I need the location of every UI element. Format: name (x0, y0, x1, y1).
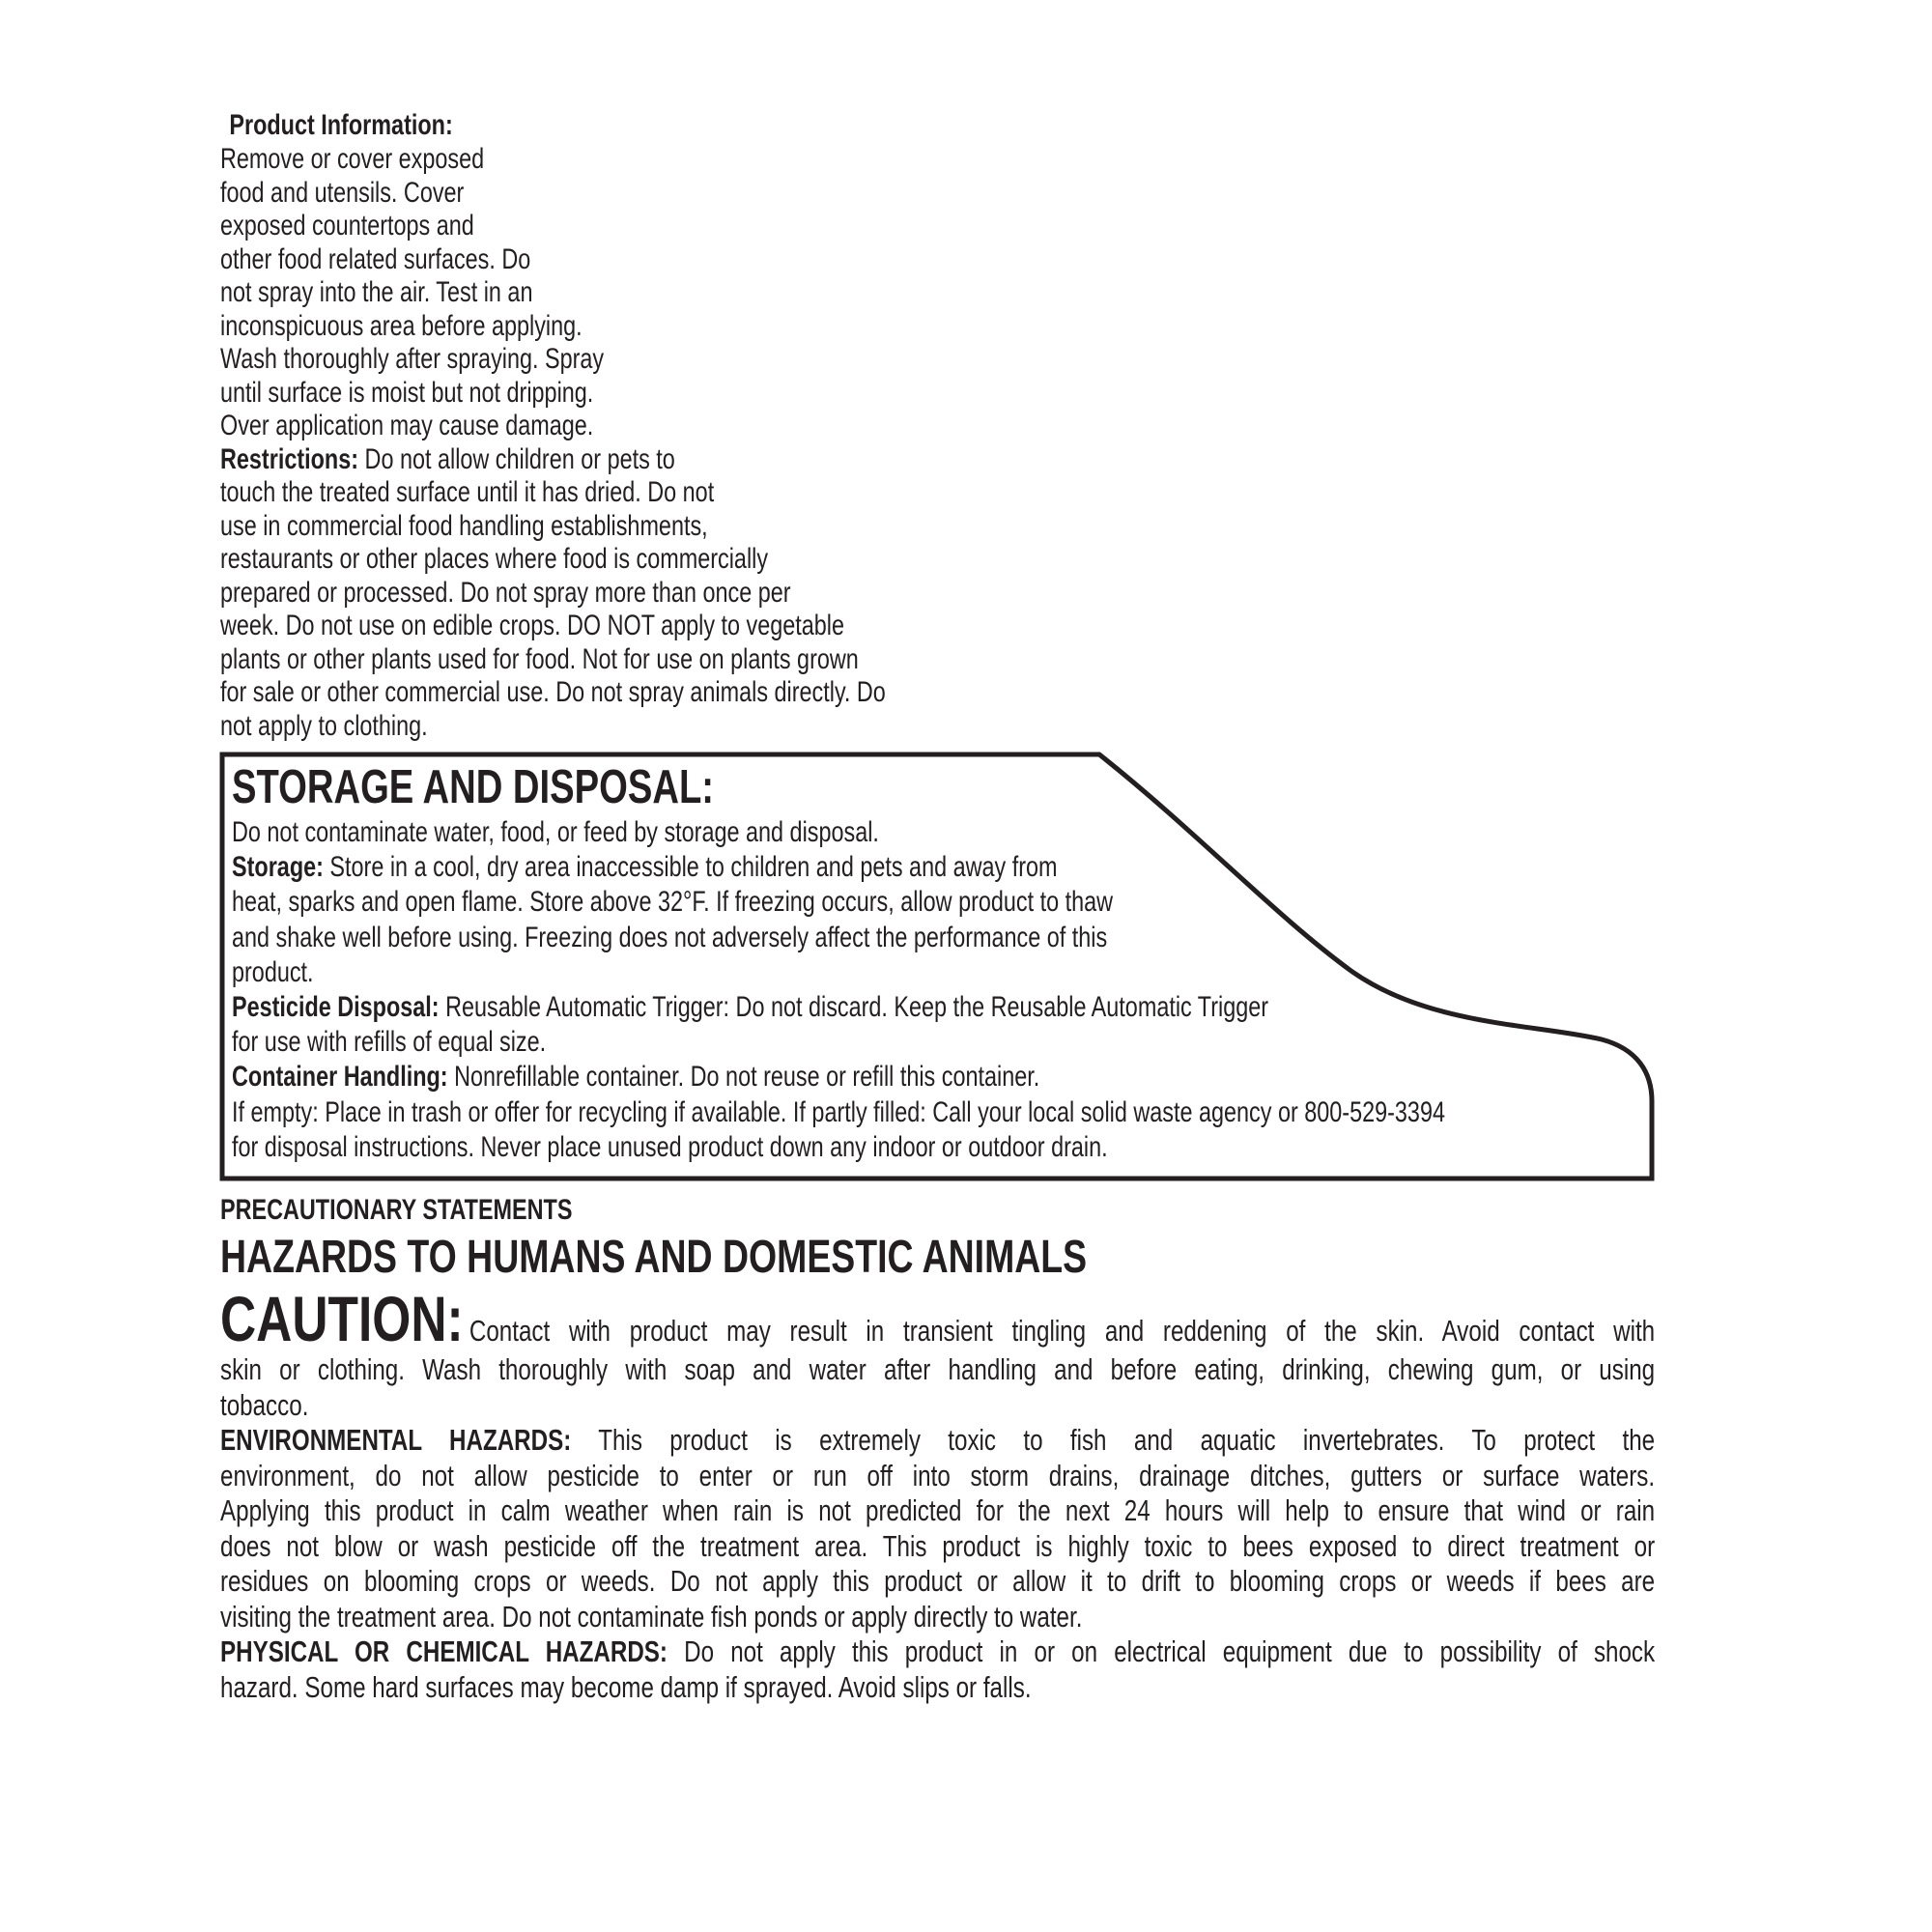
storage-line (232, 850, 1445, 885)
text-line: tobacco. (220, 1387, 309, 1422)
environmental-hazards-text: This product is extremely toxic to fish and aquatic invertebrates. To protect the (598, 1423, 1656, 1457)
text-line: week. Do not use on edible crops. DO NOT apply to vegetable (220, 610, 845, 641)
text-line: heat, sparks and open flame. Store above 32°F. If freezing occurs, allow product to thaw (232, 886, 1114, 919)
pesticide-disposal-line (232, 990, 1445, 1025)
text-line: restaurants or other places where food is commercially (220, 543, 769, 575)
text-line: touch the treated surface until it has dried. Do not (220, 476, 715, 508)
text-line: other food related surfaces. Do (220, 242, 531, 275)
text-line: Do not contaminate water, food, or feed by storage and disposal. (232, 816, 879, 848)
precautionary-subheading: PRECAUTIONARY STATEMENTS (220, 1194, 573, 1226)
text-line: inconspicuous area before applying. (220, 309, 582, 342)
container-handling-line (232, 1060, 1445, 1094)
text-line: Wash thoroughly after spraying. Spray (220, 343, 605, 375)
text-line: not spray into the air. Test in an (220, 276, 533, 308)
physical-chemical-hazards-text: Do not apply this product in or on electrical equipment due to possibility of shock (684, 1634, 1656, 1668)
text-line: Over application may cause damage. (220, 410, 594, 441)
restrictions-text: Do not allow children or pets to (364, 442, 675, 475)
text-line: residues on blooming crops or weeds. Do not apply this product or allow it to drift to blooming crops or weeds if bees are (220, 1564, 1656, 1598)
text-line: and shake well before using. Freezing does not adversely affect the performance of this (232, 921, 1108, 953)
product-information-heading: Product Information: (229, 109, 453, 141)
text-line: for disposal instructions. Never place unused product down any indoor or outdoor drain. (232, 1130, 1108, 1163)
pesticide-disposal-label: Pesticide Disposal: (232, 991, 440, 1024)
text-line: Remove or cover exposed (220, 143, 485, 175)
storage-disposal-title: STORAGE AND DISPOSAL: (232, 761, 715, 813)
text-line: exposed countertops and (220, 210, 474, 242)
restrictions-label: Restrictions: (220, 442, 359, 475)
storage-label: Storage: (232, 851, 324, 884)
caution-line (220, 1283, 1656, 1354)
text-line: Applying this product in calm weather when rain is not predicted for the next 24 hours will help to ensure that wind or rain (220, 1493, 1656, 1527)
text-line: environment, do not allow pesticide to enter or run off into storm drains, drainage ditches, gutters or surface waters. (220, 1458, 1656, 1492)
storage-disposal-section (232, 759, 1787, 1165)
text-line: skin or clothing. Wash thoroughly with soap and water after handling and before eating, drinking, chewing gum, or using (220, 1352, 1656, 1386)
caution-label: CAUTION: (220, 1283, 464, 1354)
text-line: plants or other plants used for food. Not for use on plants grown (220, 642, 859, 675)
text-line: for use with refills of equal size. (232, 1026, 547, 1059)
container-handling-label: Container Handling: (232, 1061, 448, 1094)
hazards-heading: HAZARDS TO HUMANS AND DOMESTIC ANIMALS (220, 1232, 1088, 1283)
text-line: for sale or other commercial use. Do not spray animals directly. Do (220, 676, 886, 708)
text-line: use in commercial food handling establishments, (220, 509, 708, 542)
text-line: not apply to clothing. (220, 709, 428, 742)
environmental-hazards-label: ENVIRONMENTAL HAZARDS: (220, 1423, 572, 1457)
text-line: hazard. Some hard surfaces may become damp if sprayed. Avoid slips or falls. (220, 1669, 1032, 1704)
container-handling-text: Nonrefillable container. Do not reuse or refill this container. (454, 1061, 1040, 1094)
text-line: product. (232, 955, 314, 988)
pesticide-disposal-text: Reusable Automatic Trigger: Do not discard. Keep the Reusable Automatic Trigger (445, 991, 1269, 1024)
text-line: prepared or processed. Do not spray more than once per (220, 576, 791, 609)
environmental-hazards-line (220, 1423, 1655, 1459)
physical-chemical-hazards-label: PHYSICAL OR CHEMICAL HAZARDS: (220, 1634, 668, 1668)
physical-chemical-hazards-line (220, 1634, 1655, 1670)
text-line: food and utensils. Cover (220, 176, 465, 209)
text-line: visiting the treatment area. Do not contaminate fish ponds or apply directly to water. (220, 1599, 1083, 1634)
storage-text: Store in a cool, dry area inaccessible to children and pets and away from (329, 851, 1058, 884)
text-line: until surface is moist but not dripping. (220, 376, 594, 409)
text-line: does not blow or wash pesticide off the treatment area. This product is highly toxic to bees exposed to direct treatment or (220, 1528, 1656, 1563)
text-line: If empty: Place in trash or offer for recycling if available. If partly filled: Call your local solid waste agency or 800-529-3394 (232, 1095, 1445, 1128)
caution-text: Contact with product may result in transient tingling and reddening of the skin. Avoid contact with (469, 1314, 1656, 1348)
precautionary-section (220, 1192, 1654, 1705)
